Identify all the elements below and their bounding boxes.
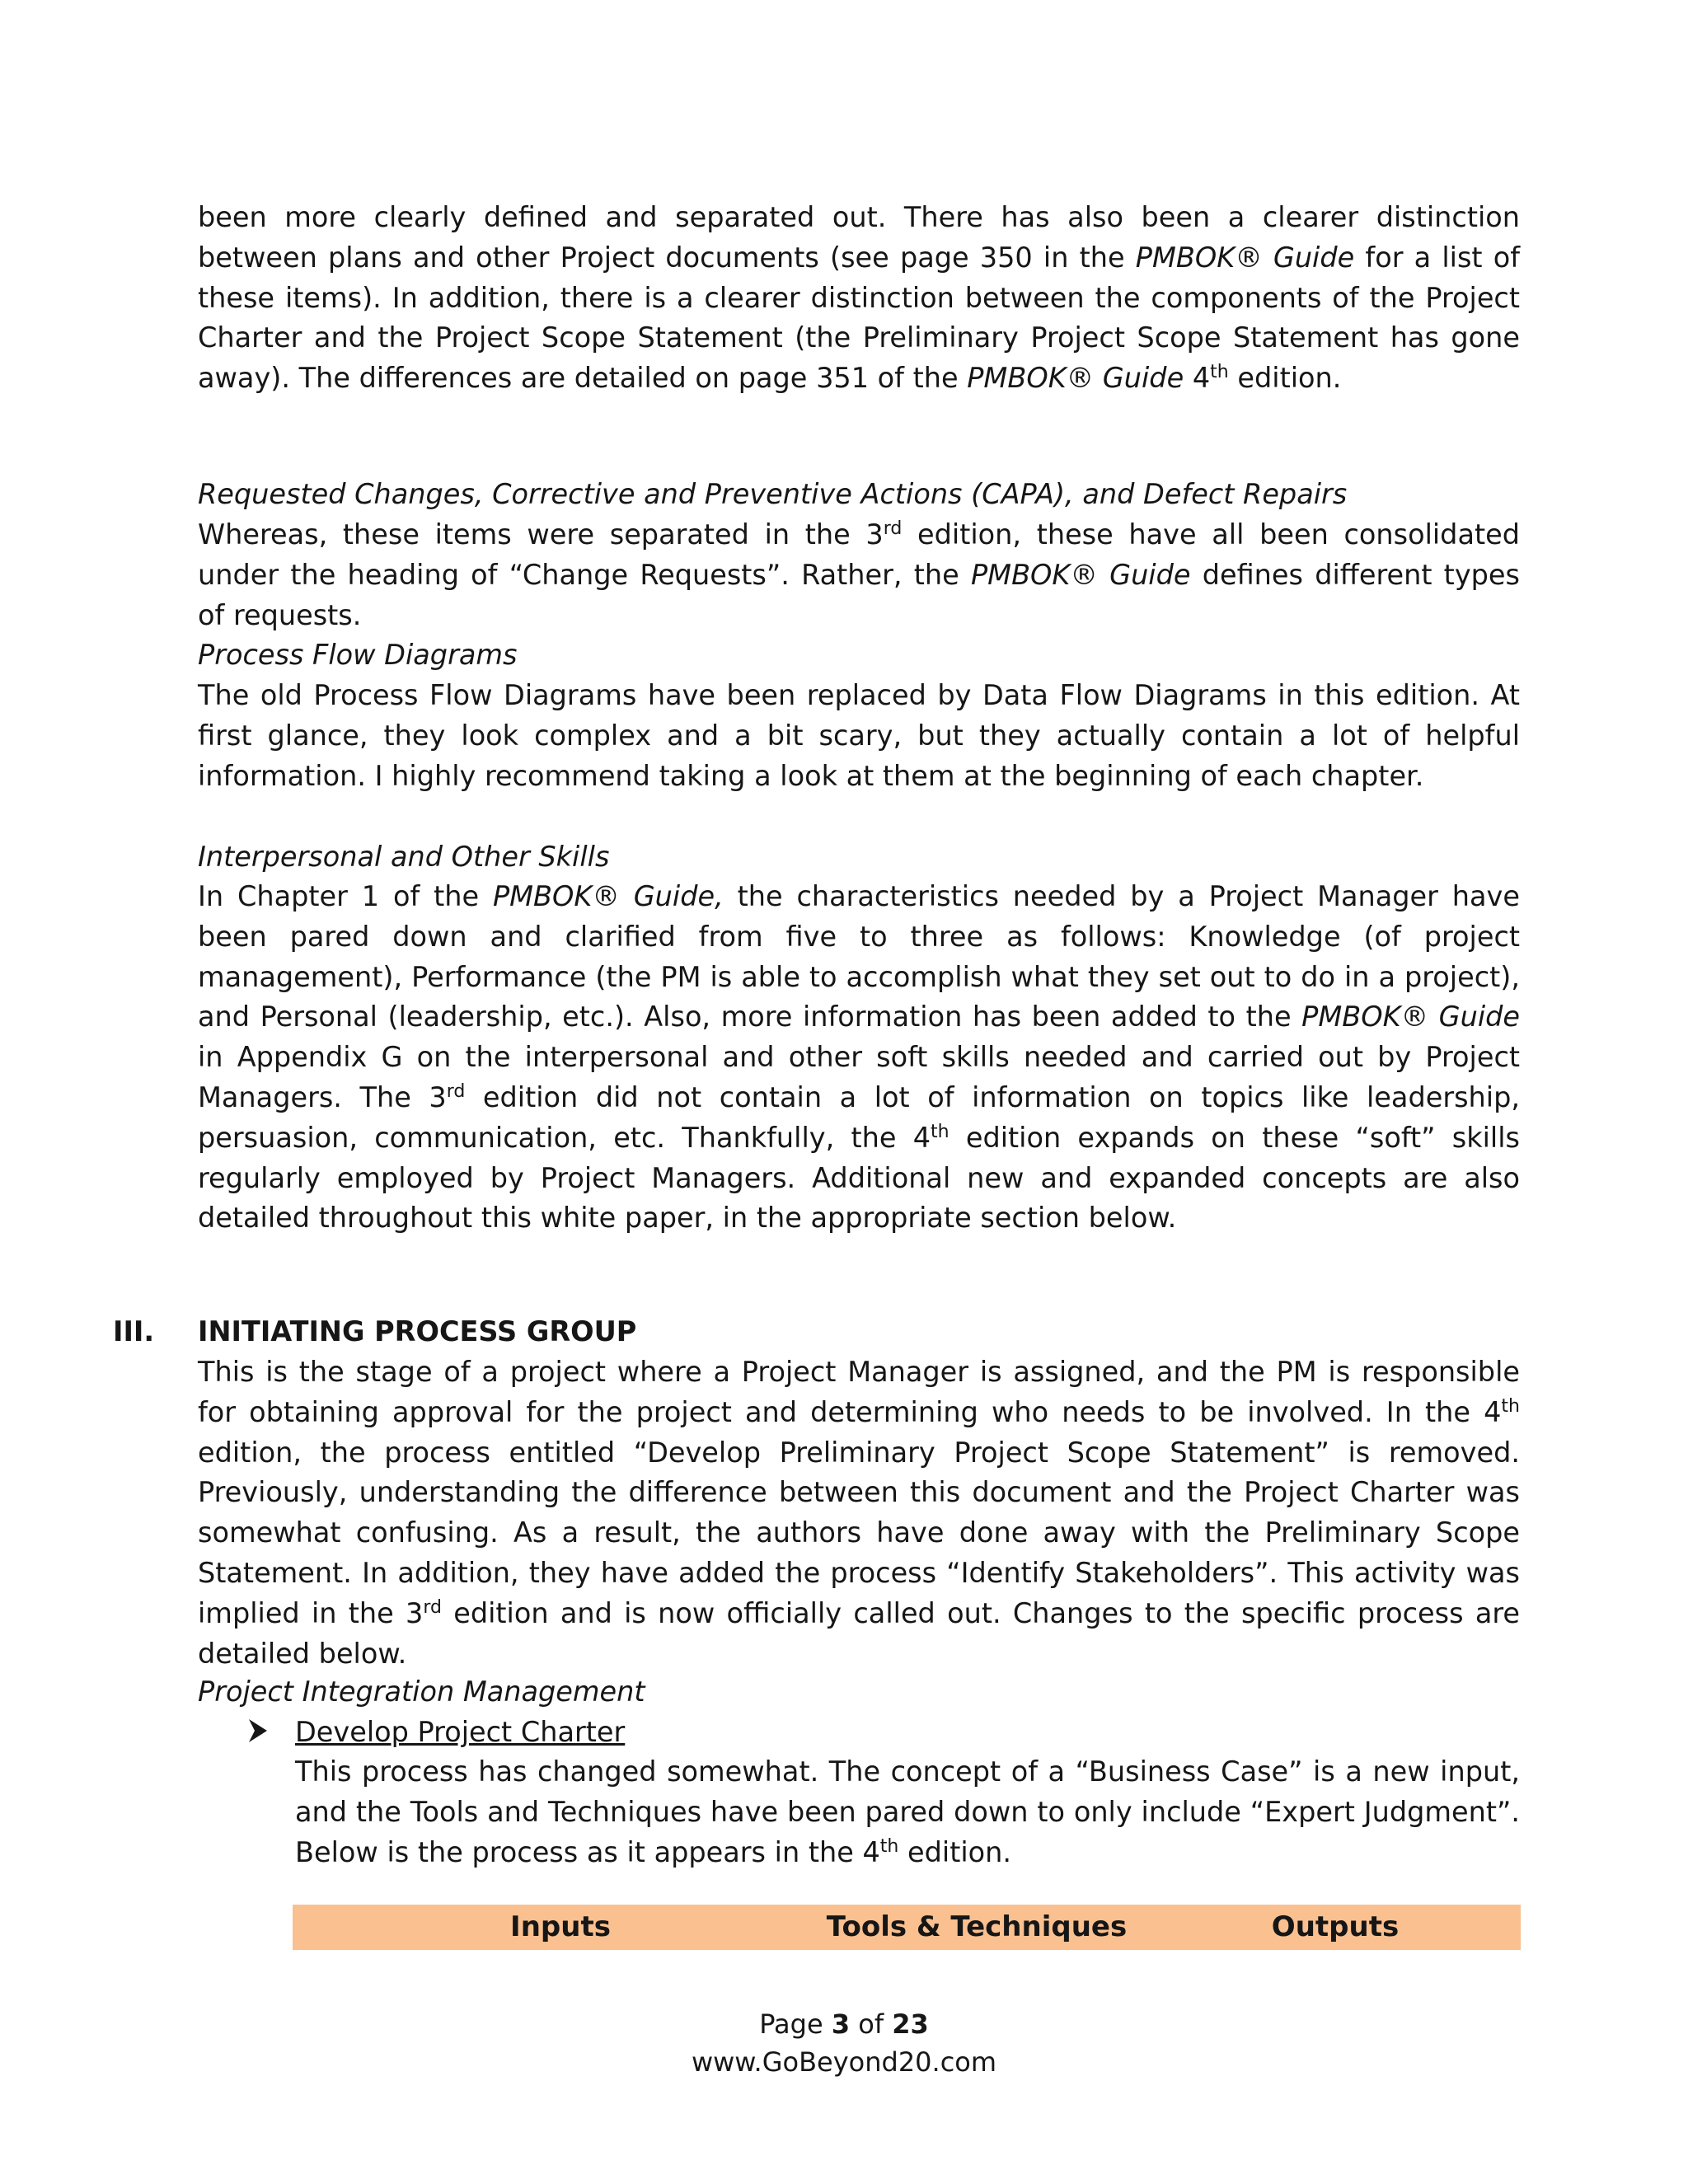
capa-paragraph bbox=[198, 515, 1520, 635]
skills-text-4: edition did not contain a lot of information on topics like leadership, persuasion, communication, etc. Thankfully, the 4 bbox=[198, 1080, 1520, 1154]
skills-superscript-2: th bbox=[931, 1121, 950, 1142]
skills-text-2: the characteristics needed by a Project Manager have been pared down and clarified from five to three as follows: Knowledge (of project management), Performance (the PM is able to accomplish what they set out to do in a project), and Personal (leadership, etc.). Also, more information has been added to the bbox=[198, 880, 1520, 1033]
skills-paragraph bbox=[198, 877, 1520, 1239]
skills-text-1: In Chapter 1 of the bbox=[198, 880, 493, 912]
total-pages: 23 bbox=[892, 2008, 929, 2040]
intro-paragraph bbox=[198, 198, 1520, 399]
skills-heading: Interpersonal and Other Skills bbox=[198, 841, 610, 873]
skills-pmbok-ref-2: PMBOK® Guide bbox=[1301, 1001, 1520, 1033]
develop-project-charter-label: Develop Project Charter bbox=[295, 1716, 626, 1748]
section-text-1: This is the stage of a project where a Project Manager is assigned, and the PM is responsible for obtaining approval for the project and determining who needs to be involved. In the 4 bbox=[198, 1356, 1520, 1428]
skills-text-5: edition expands on these “soft” skills regularly employed by Project Managers. Additional new and expanded concepts are also detailed throughout this white paper, in the appropriate section below. bbox=[198, 1121, 1520, 1235]
arrow-bullet-icon bbox=[247, 1714, 269, 1747]
integration-paragraph bbox=[295, 1752, 1520, 1872]
footer-website: www.GoBeyond20.com bbox=[691, 2046, 997, 2078]
section-superscript-1: th bbox=[1501, 1395, 1520, 1417]
skills-superscript-1: rd bbox=[446, 1080, 466, 1102]
of-word: of bbox=[850, 2008, 893, 2040]
skills-pmbok-ref-1: PMBOK® Guide, bbox=[492, 880, 724, 912]
section-title: INITIATING PROCESS GROUP bbox=[198, 1315, 637, 1347]
page-word: Page bbox=[759, 2008, 832, 2040]
integration-text-2: edition. bbox=[898, 1835, 1012, 1868]
table-header-inputs: Inputs bbox=[510, 1910, 611, 1943]
intro-text-1: been more clearly defined and separated out. There has also been a clearer distinction between plans and other Project documents (see page 350 in the bbox=[198, 201, 1520, 274]
capa-text-2: edition, these have all been consolidated under the heading of “Change Requests”. Rather, the bbox=[198, 518, 1520, 591]
current-page: 3 bbox=[831, 2008, 851, 2040]
integration-text-1: This process has changed somewhat. The concept of a “Business Case” is a new input, and the Tools and Techniques have been pared down to only include “Expert Judgment”. Below is the process as it appears in the 4 bbox=[295, 1755, 1520, 1868]
capa-heading: Requested Changes, Corrective and Preventive Actions (CAPA), and Defect Repairs bbox=[198, 478, 1348, 510]
intro-pmbok-ref-1: PMBOK® Guide bbox=[1135, 241, 1355, 274]
section-paragraph bbox=[198, 1352, 1520, 1674]
skills-text-3: in Appendix G on the interpersonal and other soft skills needed and carried out by Project Managers. The 3 bbox=[198, 1041, 1520, 1113]
intro-text-2: for a list of these items). In addition, there is a clearer distinction between the components of the Project Charter and the Project Scope Statement (the Preliminary Project Scope Statement has gone away). The differences are detailed on page 351 of the bbox=[198, 241, 1520, 395]
intro-text-4: edition. bbox=[1228, 362, 1342, 395]
process-table-header bbox=[293, 1905, 1521, 1950]
capa-text-1: Whereas, these items were separated in the 3 bbox=[198, 518, 884, 551]
intro-text-3: 4 bbox=[1184, 362, 1211, 395]
flow-heading: Process Flow Diagrams bbox=[198, 639, 518, 671]
capa-text-3: defines different types of requests. bbox=[198, 558, 1520, 631]
section-text-3: edition and is now officially called out. Changes to the specific process are detailed below. bbox=[198, 1596, 1520, 1670]
section-text-2: edition, the process entitled “Develop Preliminary Project Scope Statement” is removed. Previously, understanding the difference between this document and the Project Charter was somewhat confusing. As a result, the authors have done away with the Preliminary Scope Statement. In addition, they have added the process “Identify Stakeholders”. This activity was implied in the 3 bbox=[198, 1436, 1520, 1629]
integration-superscript: th bbox=[879, 1835, 899, 1857]
intro-pmbok-ref-2: PMBOK® Guide bbox=[967, 362, 1184, 395]
section-number: III. bbox=[113, 1315, 155, 1347]
integration-heading: Project Integration Management bbox=[198, 1675, 645, 1708]
section-superscript-2: rd bbox=[423, 1596, 442, 1618]
capa-pmbok-ref: PMBOK® Guide bbox=[970, 558, 1191, 591]
intro-superscript: th bbox=[1210, 362, 1229, 383]
capa-superscript: rd bbox=[883, 518, 903, 539]
page-number bbox=[0, 2004, 1688, 2044]
table-header-tools: Tools & Techniques bbox=[826, 1910, 1128, 1943]
flow-paragraph: The old Process Flow Diagrams have been replaced by Data Flow Diagrams in this edition. At first glance, they look complex and a bit scary, but they actually contain a lot of helpful information. I highly recommend taking a look at them at the beginning of each chapter. bbox=[198, 679, 1520, 792]
table-header-outputs: Outputs bbox=[1271, 1910, 1400, 1943]
